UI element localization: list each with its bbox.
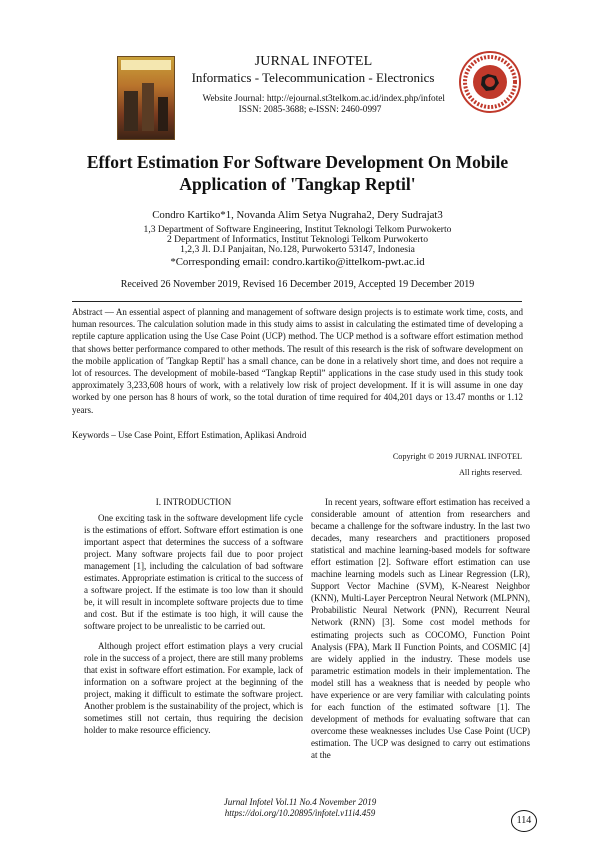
rights-notice: All rights reserved. (459, 468, 522, 477)
page-number: 114 (511, 810, 537, 832)
journal-subtitle: Informatics - Telecommunication - Electronics (191, 70, 435, 85)
author-list: Condro Kartiko*1, Novanda Alim Setya Nugraha2, Dery Sudrajat3 (152, 209, 443, 221)
footer-journal-info: Jurnal Infotel Vol.11 No.4 November 2019 (223, 797, 377, 807)
journal-website: Website Journal: http://ejournal.st3telkom.ac.id/index.php/infotel (202, 94, 445, 104)
footer-doi: https://doi.org/10.20895/infotel.v11i4.459 (224, 808, 376, 818)
paper-title-line-1: Effort Estimation For Software Development On Mobile (86, 152, 509, 172)
journal-name: JURNAL INFOTEL (254, 54, 373, 69)
received-dates: Received 26 November 2019, Revised 16 December 2019, Accepted 19 December 2019 (120, 279, 475, 290)
journal-cover-image (117, 56, 175, 140)
divider-rule (72, 301, 522, 302)
journal-issn: ISSN: 2085-3688; e-ISSN: 2460-0997 (238, 105, 382, 115)
abstract: Abstract — An essential aspect of planning and management of software design projects is to estimate work time, costs, and human resources. The calculation solution made in this study aims to assist in calculating the estimated time of developing a reptile capture application using the Use Case Point (UCP) method. The UCP method is a software effort estimation method that shows better performance compared to other methods. The result of this research is the risk of software development on the mobile application of 'Tangkap Reptil' has a small chance, can be done in a relatively short time, and does not require a lot of resources. The development of mobile-based “Tangkap Reptil” applications in the case study used in this study took approximately 3,233,608 hours of work, with a relatively low risk of project development. If it is will assume in one day worked by one person has 8 hours of work, so the total duration of time required for 404,201 days or 13.47 months or 1.12 years. (72, 307, 523, 415)
affiliation-2: 2 Department of Informatics, Institut Teknologi Telkom Purwokerto (166, 234, 429, 245)
paper-title-line-2: Application of 'Tangkap Reptil' (179, 174, 416, 194)
keywords: Keywords – Use Case Point, Effort Estimation, Aplikasi Android (72, 430, 307, 440)
affiliation-1: 1,3 Department of Software Engineering, Institut Teknologi Telkom Purwokerto (143, 224, 452, 235)
left-column (84, 496, 303, 736)
body-paragraph: In recent years, software effort estimation has received a considerable amount of attention from researchers and became a challenge for the software industry. In the last two decades, many researchers and practitioners proposed statistical and machine learning-based models for software effort estimation [2]. Software effort estimation can use machine learning models such as Linear Regression (LR), Support Vector Machine (SVM), K-Nearest Neighbor (KNN), Multi-Layer Perceptron Neural Network (MLPNN), Probabilistic Neural Network (PNN), Recurrent Neural Network (RNN) [3]. Some cost model methods for estimating projects such as COCOMO, Function Point Analysis (FPA), Mark II Function Points, and COSMIC [4] are widely applied in the industry. These models use parametric estimation models in their implementation. The model still has a weakness that is needed by people who have experience or are very familiar with calculating points for each function of the estimated software [1]. The development of methods for evaluating software that can overcome these weaknesses includes Use Case Point (UCP) estimation. The UCP was designed to carry out estimations at the (311, 497, 530, 760)
corresponding-email: *Corresponding email: condro.kartiko@ittelkom-pwt.ac.id (170, 256, 425, 268)
affiliation-3: 1,2,3 Jl. D.I Panjaitan, No.128, Purwokerto 53147, Indonesia (180, 244, 415, 255)
section-heading-introduction: I. INTRODUCTION (155, 497, 232, 507)
body-paragraph: Although project effort estimation plays a very crucial role in the success of a project, there are still many problems that exist in software effort estimation. For example, lack of information on a software project at the beginning of the project, making it difficult to estimate the software project. Another problem is the sustainability of the project, which is sometimes still not certain, thus requiring the decision holder to make resource efficiency. (84, 640, 303, 735)
paper-title (70, 151, 525, 195)
right-column (311, 496, 530, 761)
institute-seal-logo (458, 50, 522, 114)
body-paragraph: One exciting task in the software development life cycle is the estimations of effort. Software effort estimation is one important aspect that determines the success of a software project. Many software projects fail due to poor project management [1], including the calculation of bad software estimates. Appropriate estimation is critical to the success of a software project. If the estimate is too low than it should be, it will result in incomplete software projects due to time and cost. But if the estimate is too high, it will cause the software project to be unrealistic to be carried out. (84, 513, 303, 632)
copyright-notice: Copyright © 2019 JURNAL INFOTEL (392, 452, 522, 461)
